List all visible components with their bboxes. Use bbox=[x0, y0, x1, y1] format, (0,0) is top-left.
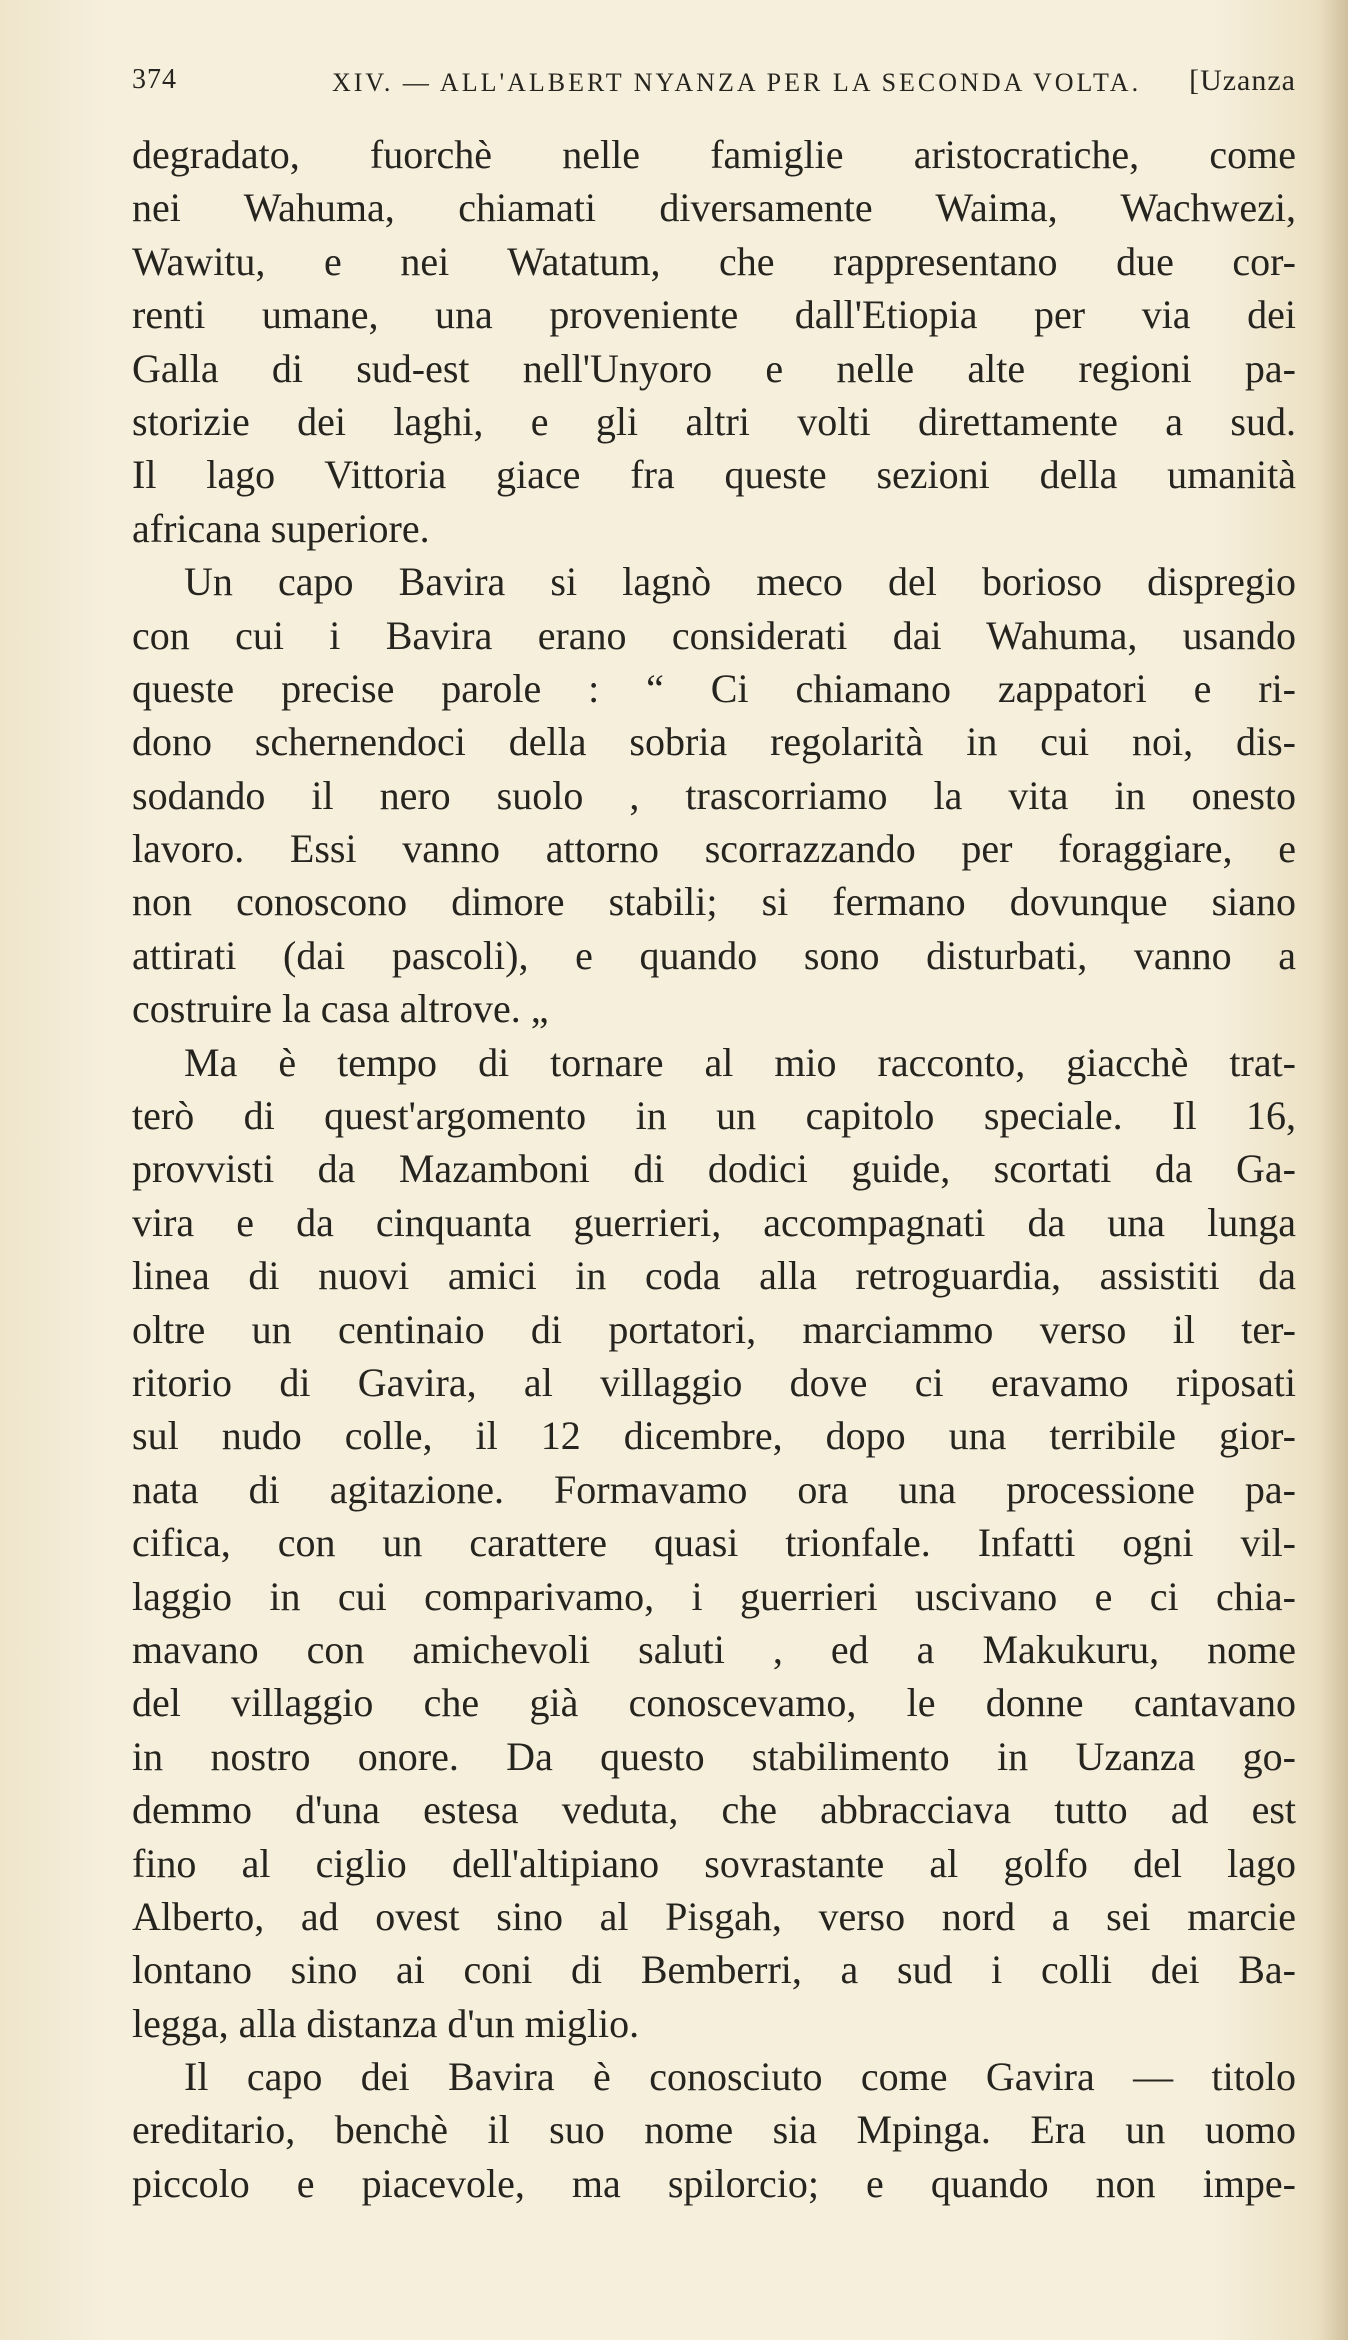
text-line: lavoro. Essi vanno attorno scorrazzando per foraggiare, e bbox=[132, 826, 1296, 872]
text-line: degradato, fuorchè nelle famiglie aristocratiche, come bbox=[132, 132, 1296, 177]
text-line: africana superiore. bbox=[132, 505, 430, 551]
text-line: sul nudo colle, il 12 dicembre, dopo una terribile gior- bbox=[132, 1413, 1296, 1459]
text-line: nata di agitazione. Formavamo ora una processione pa- bbox=[132, 1466, 1296, 1512]
page-header bbox=[132, 64, 1296, 108]
running-title: XIV. — ALL'ALBERT NYANZA PER LA SECONDA VOLTA. bbox=[332, 68, 1142, 97]
text-line: Un capo Bavira si lagnò meco del borioso dispregio bbox=[184, 559, 1296, 605]
text-line: provvisti da Mazamboni di dodici guide, scortati da Ga- bbox=[132, 1146, 1296, 1192]
text-line: oltre un centinaio di portatori, marciammo verso il ter- bbox=[132, 1306, 1296, 1352]
text-line: ritorio di Gavira, al villaggio dove ci eravamo riposati bbox=[132, 1359, 1296, 1405]
text-line: terò di quest'argomento in un capitolo speciale. Il 16, bbox=[132, 1093, 1296, 1139]
text-line: vira e da cinquanta guerrieri, accompagnati da una lunga bbox=[132, 1199, 1296, 1245]
text-line: Alberto, ad ovest sino al Pisgah, verso nord a sei marcie bbox=[132, 1893, 1296, 1939]
text-line: storizie dei laghi, e gli altri volti direttamente a sud. bbox=[132, 398, 1296, 444]
text-line: laggio in cui comparivamo, i guerrieri uscivano e ci chia- bbox=[132, 1573, 1296, 1619]
text-line: con cui i Bavira erano considerati dai Wahuma, usando bbox=[132, 612, 1296, 658]
text-line: fino al ciglio dell'altipiano sovrastante al golfo del lago bbox=[132, 1840, 1296, 1886]
text-line: costruire la casa altrove. „ bbox=[132, 986, 549, 1032]
text-line: Galla di sud-est nell'Unyoro e nelle alte regioni pa- bbox=[132, 345, 1296, 391]
text-line: cifica, con un carattere quasi trionfale. Infatti ogni vil- bbox=[132, 1520, 1296, 1566]
text-line: renti umane, una proveniente dall'Etiopia per via dei bbox=[132, 292, 1296, 338]
text-line: Wawitu, e nei Watatum, che rappresentano due cor- bbox=[132, 238, 1296, 284]
text-line: ereditario, benchè il suo nome sia Mpinga. Era un uomo bbox=[132, 2107, 1296, 2153]
body-text bbox=[132, 128, 1296, 2210]
text-line: queste precise parole : “ Ci chiamano zappatori e ri- bbox=[132, 665, 1296, 711]
text-line: nei Wahuma, chiamati diversamente Waima, Wachwezi, bbox=[132, 185, 1296, 231]
text-line: demmo d'una estesa veduta, che abbracciava tutto ad est bbox=[132, 1787, 1296, 1833]
text-line: linea di nuovi amici in coda alla retroguardia, assistiti da bbox=[132, 1253, 1296, 1299]
page-number: 374 bbox=[132, 64, 177, 95]
text-line: piccolo e piacevole, ma spilorcio; e quando non impe- bbox=[132, 2160, 1296, 2206]
text-line: non conoscono dimore stabili; si fermano dovunque siano bbox=[132, 879, 1296, 925]
text-line: sodando il nero suolo , trascorriamo la vita in onesto bbox=[132, 772, 1296, 818]
text-line: dono schernendoci della sobria regolarità in cui noi, dis- bbox=[132, 719, 1296, 765]
text-line: in nostro onore. Da questo stabilimento in Uzanza go- bbox=[132, 1733, 1296, 1779]
text-line: del villaggio che già conoscevamo, le donne cantavano bbox=[132, 1680, 1296, 1726]
text-line: Il capo dei Bavira è conosciuto come Gavira — titolo bbox=[184, 2054, 1296, 2100]
text-line: legga, alla distanza d'un miglio. bbox=[132, 2000, 640, 2046]
text-line: lontano sino ai coni di Bemberri, a sud i colli dei Ba- bbox=[132, 1947, 1296, 1993]
text-line: Il lago Vittoria giace fra queste sezioni della umanità bbox=[132, 452, 1296, 498]
page-edge-shadow bbox=[1320, 0, 1348, 2340]
text-line: Ma è tempo di tornare al mio racconto, giacchè trat- bbox=[184, 1039, 1296, 1085]
section-tag: [Uzanza bbox=[1189, 64, 1296, 97]
text-line: attirati (dai pascoli), e quando sono disturbati, vanno a bbox=[132, 932, 1296, 978]
text-line: mavano con amichevoli saluti , ed a Makukuru, nome bbox=[132, 1626, 1296, 1672]
